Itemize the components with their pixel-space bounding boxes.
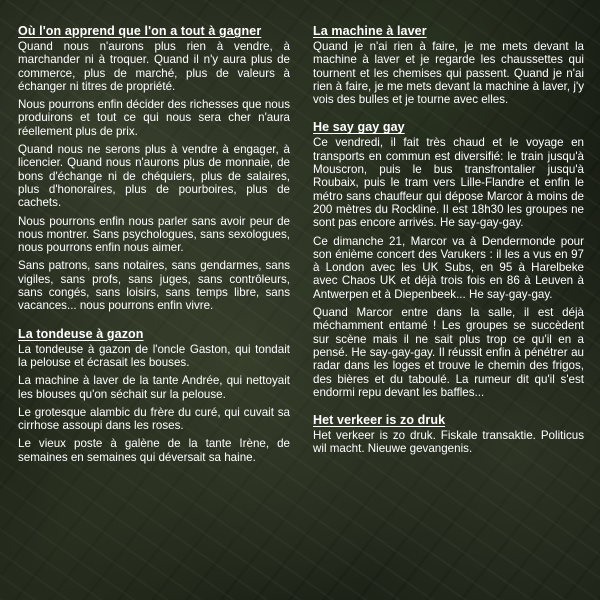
paragraph: Quand je n'ai rien à faire, je me mets devant la machine à laver et je regarde les chaussettes qui tournent et les chemises qui passent. Quand je n'ai rien à faire, je me mets devant la machine à laver, j'y vois des bulles et je tourne avec elles.	[313, 40, 584, 107]
paragraph: Sans patrons, sans notaires, sans gendarmes, sans vigiles, sans profs, sans juges, sans contrôleurs, sans congés, sans loisirs, sans temps libre, sans vacances... nous pourrons enfin vivre.	[18, 259, 290, 313]
paragraph: Ce vendredi, il fait très chaud et le voyage en transports en commun est diversifié: le train jusqu'à Mouscron, puis le bus transfrontalier jusqu'à Roubaix, puis le tram vers Lille-Flandre et enfin le métro sans chauffeur qui dépose Marcor à moins de 200 mètres du Rockline. Il est 18h30 les groupes ne sont pas encore arrivés. He say-gay-gay.	[313, 136, 584, 230]
section-het-verkeer	[313, 413, 584, 456]
paragraph: Nous pourrons enfin décider des richesses que nous produirons et tout ce qui nous sera cher n'aura réellement plus de prix.	[18, 98, 290, 138]
paragraph: Le grotesque alambic du frère du curé, qui cuvait sa cirrhose assoupi dans les roses.	[18, 405, 290, 433]
paragraph: Quand nous ne serons plus à vendre à engager, à licencier. Quand nous n'aurons plus de monnaie, de bons d'échange ni de chéquiers, plus de salaires, plus d'honoraires, plus de pourboires, plus de cachets.	[18, 143, 290, 210]
paragraph: Quand Marcor entre dans la salle, il est déjà méchamment entamé ! Les groupes se succèdent sur scène mais il ne sait plus trop ce qu'il en a pensé. He say-gay-gay. Il réussit enfin à pénétrer au radar dans les loges et trouve le chemin des frigos, des bières et du taboulé. La rumeur dit qu'il s'est endormi repu devant les baffles...	[313, 306, 584, 399]
section-title: La tondeuse à gazon	[18, 326, 144, 341]
paragraph: Quand nous n'aurons plus rien à vendre, à marchander ni à troquer. Quand il n'y aura plus de commerce, plus de marché, plus de valeurs à échanger ni titres de propriété.	[18, 40, 290, 93]
right-column	[313, 24, 584, 470]
section-title: La machine à laver	[313, 24, 427, 38]
left-column	[18, 24, 290, 478]
section-title: Où l'on apprend que l'on a tout à gagner	[18, 24, 262, 38]
paragraph: Het verkeer is zo druk. Fiskale transaktie. Politicus wil macht. Nieuwe gevangenis.	[313, 429, 584, 456]
section-machine-a-laver	[313, 24, 584, 106]
section-he-say-gay-gay	[313, 120, 584, 399]
section-title: He say gay gay	[313, 120, 405, 135]
paragraph: La tondeuse à gazon de l'oncle Gaston, qui tondait la pelouse et écrasait les bouses.	[18, 342, 290, 369]
paragraph: Nous pourrons enfin nous parler sans avoir peur de nous montrer. Sans psychologues, sans sexologues, nous pourrons enfin nous aimer.	[18, 214, 290, 255]
section-tondeuse	[18, 327, 290, 464]
section-title: Het verkeer is zo druk	[313, 413, 446, 428]
section-tout-a-gagner	[18, 24, 290, 313]
paragraph: La machine à laver de la tante Andrée, qui nettoyait les blouses qu'on séchait sur la pelouse.	[18, 374, 290, 401]
paragraph: Le vieux poste à galène de la tante Irène, de semaines en semaines qui déversait sa haine.	[18, 437, 290, 464]
paragraph: Ce dimanche 21, Marcor va à Dendermonde pour son énième concert des Varukers : il les a vus en 97 à London avec les UK Subs, en 95 à Harelbeke avec Chaos UK et déjà trois fois en 86 à Leuven à Antwerpen et à Diepenbeek... He say-gay-gay.	[313, 234, 584, 301]
